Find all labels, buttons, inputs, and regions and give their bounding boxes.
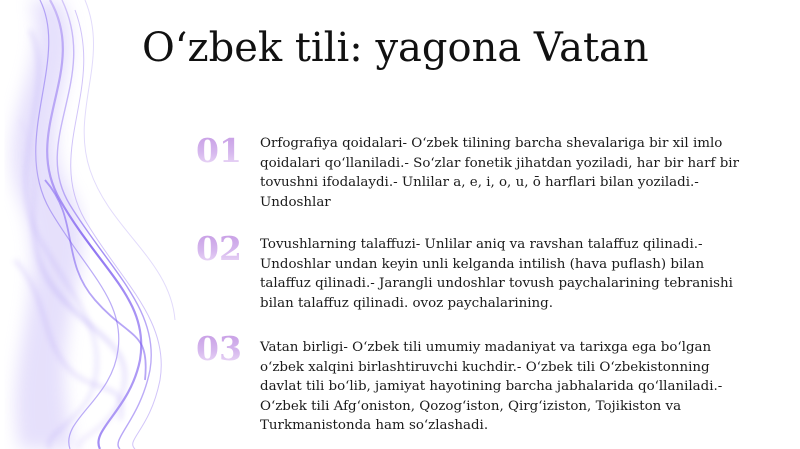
slide-title: O‘zbek tili: yagona Vatan — [142, 25, 649, 71]
item-text: Vatan birligi- O‘zbek tili umumiy madaniyat va tarixga ega bo‘lgan o‘zbek xalqini birlashtiruvchi kuchdir.- O‘zbek tili O‘zbekistonning davlat tili bo‘lib, jamiyat hayotining barcha jabhalarida qo‘llaniladi.- O‘zbek tili Afg‘oniston, Qozog‘iston, Qirg‘iziston, Tojikiston va Turkmanistonda ham so‘zlashadi. — [260, 340, 723, 434]
item-number: 01 — [196, 133, 252, 169]
item-number: 03 — [196, 331, 252, 367]
item-text: Orfografiya qoidalari- O‘zbek tilining barcha shevalariga bir xil imlo qoidalari qo‘llaniladi.- So‘zlar fonetik jihatdan yoziladi, har bir harf bir tovushni ifodalaydi.- Unlilar a, e, i, o, u, ō harflari bilan yoziladi.- Undoshlar — [260, 136, 739, 210]
item-text: Tovushlarning talaffuzi- Unlilar aniq va ravshan talaffuz qilinadi.- Undoshlar undan keyin unli kelganda intilish (hava puflash) bilan talaffuz qilinadi.- Jarangli undoshlar tovush paychalarining tebranishi bilan talaffuz qilinadi. ovoz paychalarining. — [260, 237, 733, 311]
item-number: 02 — [196, 231, 252, 267]
